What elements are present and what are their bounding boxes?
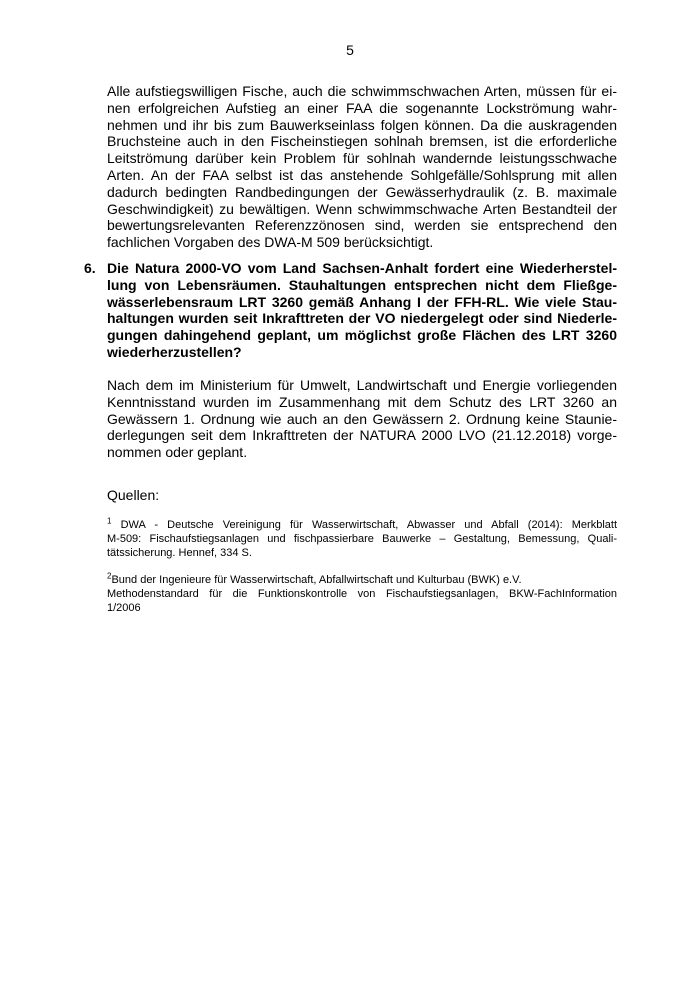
paragraph-line: Alle aufstiegswilligen Fische, auch die schwimmschwachen Arten, müssen für ei-	[107, 83, 617, 99]
intro-paragraph	[107, 83, 617, 251]
footnote-2	[107, 573, 617, 615]
paragraph-line: bewertungsrelevanten Referenzzönosen sind, werden sie entsprechend den	[107, 217, 617, 234]
question-line: Die Natura 2000-VO vom Land Sachsen-Anhalt fordert eine Wiederherstel-	[107, 260, 617, 276]
footnote-line: Methodenstandard für die Funktionskontrolle von Fischaufstiegsanlagen, BKW-FachInformation	[107, 588, 617, 600]
question-text	[107, 260, 617, 361]
footnote-line	[107, 573, 617, 587]
question-number: 6.	[84, 260, 96, 276]
answer-paragraph	[107, 377, 617, 461]
footnote-text: DWA - Deutsche Vereinigung für Wasserwirtschaft, Abwasser und Abfall (2014): Merkblatt	[111, 519, 617, 531]
footnote-line: tätssicherung. Hennef, 334 S.	[107, 547, 252, 559]
paragraph-line: Arten. An der FAA selbst ist das anstehende Sohlgefälle/Sohlsprung mit allen	[107, 166, 617, 183]
paragraph-line: Leitströmung darüber kein Problem für sohlnah wandernde leistungsschwache	[107, 150, 617, 167]
paragraph-line: Geschwindigkeit) zu bewältigen. Wenn schwimmschwache Arten Bestandteil der	[107, 200, 617, 217]
footnote-line: 1/2006	[107, 602, 141, 614]
question-line: haltungen wurden seit Inkrafttreten der VO niedergelegt oder sind Niederle-	[107, 310, 617, 327]
sources-heading: Quellen:	[107, 487, 160, 503]
paragraph-line: dadurch bedingten Randbedingungen der Gewässerhydraulik (z. B. maximale	[107, 183, 617, 200]
footnote-line	[107, 518, 617, 532]
footnote-marker: 2	[107, 571, 112, 581]
paragraph-line: nen erfolgreichen Aufstieg an einer FAA die sogenannte Lockströmung wahr-	[107, 99, 617, 116]
page-number: 5	[346, 42, 354, 58]
question-line: lung von Lebensräumen. Stauhaltungen entsprechen nicht dem Fließge-	[107, 276, 617, 293]
paragraph-line: Bruchsteine auch in den Fischeinstiegen sohlnah bremsen, ist die erforderliche	[107, 133, 617, 150]
footnote-line: M-509: Fischaufstiegsanlagen und fischpassierbare Bauwerke – Gestaltung, Bemessung, Quali-	[107, 533, 617, 545]
question-line: wiederherzustellen?	[107, 343, 242, 360]
paragraph-line: nehmen und ihr bis zum Bauwerkseinlass folgen können. Da die auskragenden	[107, 116, 617, 133]
paragraph-line: fachlichen Vorgaben des DWA-M 509 berücksichtigt.	[107, 234, 434, 251]
footnote-text: Bund der Ingenieure für Wasserwirtschaft, Abfallwirtschaft und Kulturbau (BWK) e.V.	[111, 574, 522, 586]
answer-line: Gewässern 1. Ordnung wie auch an den Gewässern 2. Ordnung keine Staunie-	[107, 410, 617, 427]
footnote-1	[107, 518, 617, 560]
answer-line: derlegungen seit dem Inkrafttreten der NATURA 2000 LVO (21.12.2018) vorge-	[107, 427, 617, 444]
answer-line: Nach dem im Ministerium für Umwelt, Landwirtschaft und Energie vorliegenden	[107, 377, 617, 393]
footnote-marker: 1	[107, 516, 112, 526]
question-line: wässerlebensraum LRT 3260 gemäß Anhang I der FFH-RL. Wie viele Stau-	[107, 293, 617, 310]
question-line: gungen dahingehend geplant, um möglichst große Flächen des LRT 3260	[107, 327, 617, 344]
answer-line: nommen oder geplant.	[107, 444, 248, 461]
answer-line: Kenntnisstand wurden im Zusammenhang mit dem Schutz des LRT 3260 an	[107, 393, 617, 410]
